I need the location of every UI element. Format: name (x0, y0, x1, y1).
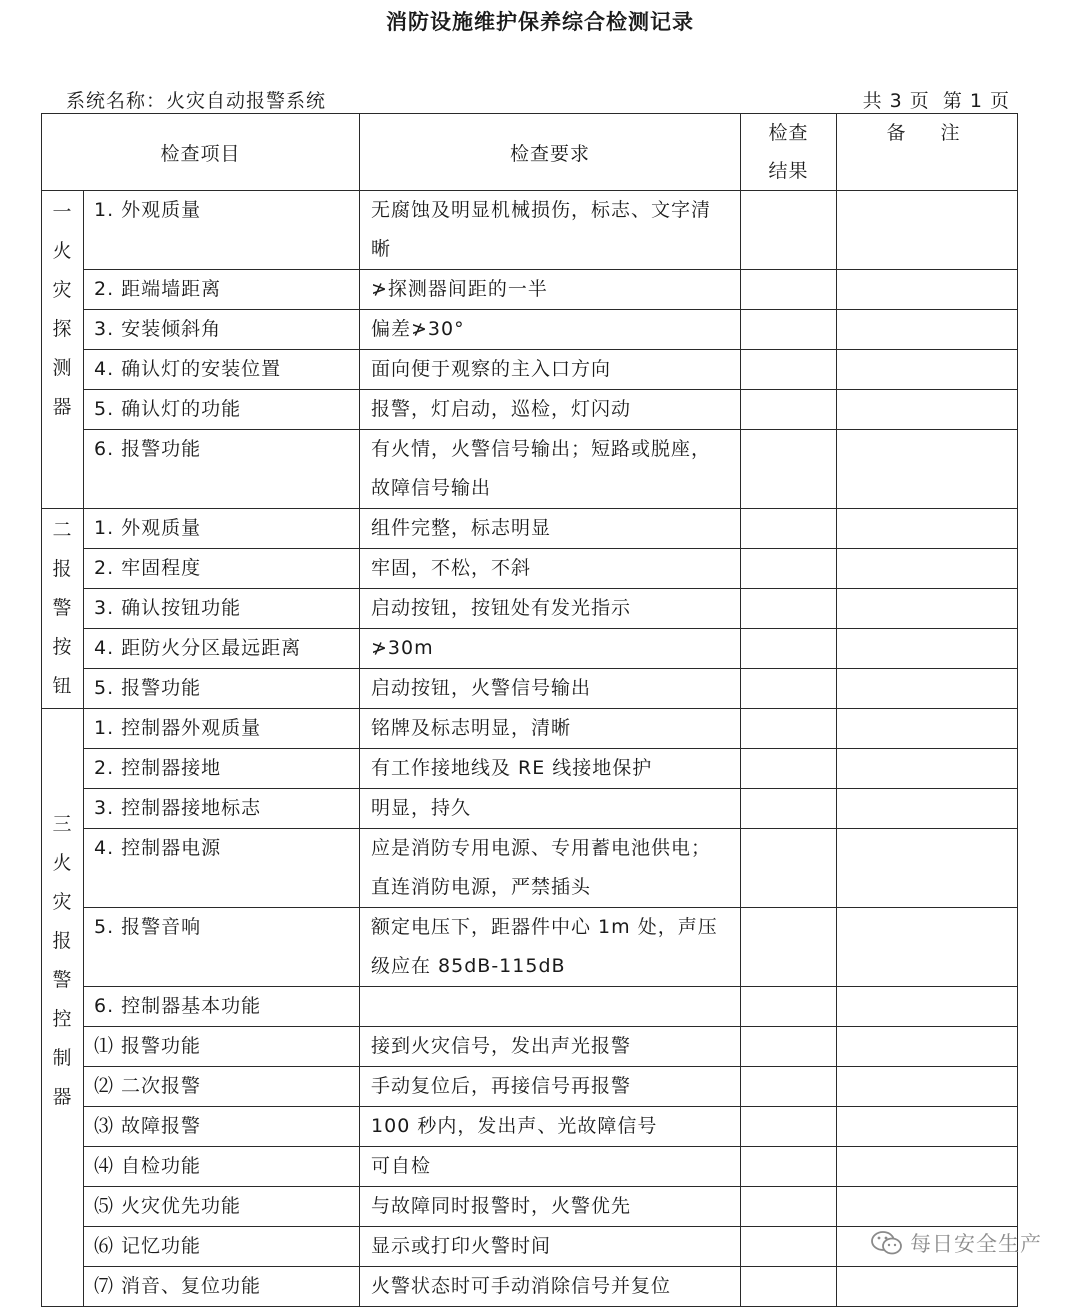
table-row (42, 1067, 1018, 1107)
check-item: 1. 控制器外观质量 (84, 709, 360, 749)
check-requirement: 组件完整，标志明显 (360, 509, 741, 549)
result-cell[interactable] (741, 430, 837, 509)
remark-cell[interactable] (837, 829, 1018, 908)
table-row (42, 629, 1018, 669)
section-char: 报 (52, 930, 73, 952)
check-requirement: 牢固，不松，不斜 (360, 549, 741, 589)
check-requirement (360, 987, 741, 1027)
table-row (42, 1147, 1018, 1187)
header-result-line1: 检查 (768, 122, 809, 144)
result-cell[interactable] (741, 549, 837, 589)
result-cell[interactable] (741, 1267, 837, 1307)
remark-cell[interactable] (837, 191, 1018, 270)
header-result (741, 114, 837, 191)
remark-cell[interactable] (837, 1107, 1018, 1147)
result-cell[interactable] (741, 270, 837, 310)
section-char: 警 (52, 597, 73, 619)
check-item: 3. 控制器接地标志 (84, 789, 360, 829)
result-cell[interactable] (741, 629, 837, 669)
watermark (870, 1228, 1042, 1258)
check-item: ⑴ 报警功能 (84, 1027, 360, 1067)
check-requirement: 与故障同时报警时，火警优先 (360, 1187, 741, 1227)
check-item: 1. 外观质量 (84, 191, 360, 270)
result-cell[interactable] (741, 1067, 837, 1107)
check-requirement: 100 秒内，发出声、光故障信号 (360, 1107, 741, 1147)
remark-cell[interactable] (837, 1187, 1018, 1227)
remark-cell[interactable] (837, 709, 1018, 749)
check-requirement: 有工作接地线及 RE 线接地保护 (360, 749, 741, 789)
table-header-row (42, 114, 1018, 191)
remark-cell[interactable] (837, 390, 1018, 430)
check-requirement: 面向便于观察的主入口方向 (360, 350, 741, 390)
result-cell[interactable] (741, 589, 837, 629)
remark-cell[interactable] (837, 549, 1018, 589)
table-row (42, 709, 1018, 749)
section-char: 灾 (52, 279, 73, 301)
table-row (42, 509, 1018, 549)
check-requirement: ≯探测器间距的一半 (360, 270, 741, 310)
section-char: 器 (52, 1086, 73, 1108)
check-item: ⑶ 故障报警 (84, 1107, 360, 1147)
check-requirement: 额定电压下，距器件中心 1m 处，声压级应在 85dB-115dB (360, 908, 741, 987)
check-requirement: 应是消防专用电源、专用蓄电池供电；直连消防电源，严禁插头 (360, 829, 741, 908)
check-requirement: 启动按钮，按钮处有发光指示 (360, 589, 741, 629)
table-row (42, 390, 1018, 430)
section-char: 按 (52, 636, 73, 658)
section-char: 报 (52, 558, 73, 580)
check-item: 5. 报警功能 (84, 669, 360, 709)
check-requirement: 显示或打印火警时间 (360, 1227, 741, 1267)
section-char: 钮 (52, 675, 73, 697)
table-row (42, 987, 1018, 1027)
check-requirement: 铭牌及标志明显，清晰 (360, 709, 741, 749)
page-info (857, 86, 1010, 113)
section-label-2 (42, 509, 84, 709)
check-item: ⑵ 二次报警 (84, 1067, 360, 1107)
result-cell[interactable] (741, 1107, 837, 1147)
section-label-3 (42, 709, 84, 1307)
inspection-table (41, 113, 1018, 1307)
check-item: 3. 确认按钮功能 (84, 589, 360, 629)
check-requirement: 启动按钮，火警信号输出 (360, 669, 741, 709)
table-row (42, 749, 1018, 789)
page-total: 共 3 页 (862, 90, 930, 112)
result-cell[interactable] (741, 191, 837, 270)
check-item: 2. 牢固程度 (84, 549, 360, 589)
watermark-text: 每日安全生产 (910, 1232, 1042, 1256)
remark-cell[interactable] (837, 749, 1018, 789)
header-requirement: 检查要求 (360, 114, 741, 191)
check-item: 6. 控制器基本功能 (84, 987, 360, 1027)
check-item: 4. 确认灯的安装位置 (84, 350, 360, 390)
result-cell[interactable] (741, 829, 837, 908)
table-row (42, 350, 1018, 390)
result-cell[interactable] (741, 908, 837, 987)
system-name: 系统名称：火灾自动报警系统 (66, 90, 327, 112)
check-item: 4. 距防火分区最远距离 (84, 629, 360, 669)
check-requirement: 明显，持久 (360, 789, 741, 829)
table-row (42, 1267, 1018, 1307)
check-requirement: 可自检 (360, 1147, 741, 1187)
page-current: 第 1 页 (942, 90, 1010, 112)
check-requirement: 无腐蚀及明显机械损伤，标志、文字清晰 (360, 191, 741, 270)
remark-cell[interactable] (837, 589, 1018, 629)
remark-cell[interactable] (837, 669, 1018, 709)
result-cell[interactable] (741, 987, 837, 1027)
result-cell[interactable] (741, 1187, 837, 1227)
table-row (42, 589, 1018, 629)
remark-cell[interactable] (837, 987, 1018, 1027)
section-char: 二 (52, 519, 73, 541)
check-item: ⑺ 消音、复位功能 (84, 1267, 360, 1307)
table-row (42, 310, 1018, 350)
check-item: 6. 报警功能 (84, 430, 360, 509)
check-item: 4. 控制器电源 (84, 829, 360, 908)
document-title: 消防设施维护保养综合检测记录 (386, 10, 694, 34)
check-item: 2. 控制器接地 (84, 749, 360, 789)
section-char: 探 (52, 318, 73, 340)
remark-cell[interactable] (837, 789, 1018, 829)
result-cell[interactable] (741, 509, 837, 549)
section-char: 制 (52, 1047, 73, 1069)
table-row (42, 829, 1018, 908)
result-cell[interactable] (741, 310, 837, 350)
remark-cell[interactable] (837, 509, 1018, 549)
check-item: ⑷ 自检功能 (84, 1147, 360, 1187)
result-cell[interactable] (741, 789, 837, 829)
table-row (42, 549, 1018, 589)
section-char: 控 (52, 1008, 73, 1030)
table-row (42, 1107, 1018, 1147)
header-result-line2: 结果 (768, 160, 809, 182)
remark-cell[interactable] (837, 908, 1018, 987)
remark-cell[interactable] (837, 350, 1018, 390)
remark-cell[interactable] (837, 1067, 1018, 1107)
check-requirement: 偏差≯30° (360, 310, 741, 350)
remark-cell[interactable] (837, 270, 1018, 310)
result-cell[interactable] (741, 350, 837, 390)
check-item: ⑸ 火灾优先功能 (84, 1187, 360, 1227)
remark-cell[interactable] (837, 1027, 1018, 1067)
result-cell[interactable] (741, 669, 837, 709)
result-cell[interactable] (741, 1227, 837, 1267)
meta-row (66, 86, 1010, 114)
table-row (42, 1027, 1018, 1067)
section-label-1 (42, 191, 84, 509)
section-char: 火 (52, 852, 73, 874)
remark-cell[interactable] (837, 1267, 1018, 1307)
section-char: 火 (52, 240, 73, 262)
result-cell[interactable] (741, 390, 837, 430)
result-cell[interactable] (741, 709, 837, 749)
table-row (42, 789, 1018, 829)
check-item: 2. 距端墙距离 (84, 270, 360, 310)
check-requirement: ≯30m (360, 629, 741, 669)
section-char: 三 (52, 813, 73, 835)
check-item: 3. 安装倾斜角 (84, 310, 360, 350)
remark-cell[interactable] (837, 1147, 1018, 1187)
remark-cell[interactable] (837, 430, 1018, 509)
section-char: 器 (52, 396, 73, 418)
table-row (42, 1187, 1018, 1227)
wechat-icon (870, 1229, 904, 1257)
check-item: 1. 外观质量 (84, 509, 360, 549)
table-row (42, 430, 1018, 509)
header-item: 检查项目 (42, 114, 360, 191)
table-row (42, 669, 1018, 709)
table-row (42, 191, 1018, 270)
result-cell[interactable] (741, 1147, 837, 1187)
table-row (42, 908, 1018, 987)
result-cell[interactable] (741, 1027, 837, 1067)
check-requirement: 手动复位后，再接信号再报警 (360, 1067, 741, 1107)
check-requirement: 火警状态时可手动消除信号并复位 (360, 1267, 741, 1307)
check-item: 5. 报警音响 (84, 908, 360, 987)
section-char: 灾 (52, 891, 73, 913)
check-item: ⑹ 记忆功能 (84, 1227, 360, 1267)
remark-cell[interactable] (837, 310, 1018, 350)
header-remark: 备 注 (837, 114, 1018, 191)
check-requirement: 有火情，火警信号输出；短路或脱座，故障信号输出 (360, 430, 741, 509)
result-cell[interactable] (741, 749, 837, 789)
section-char: 测 (52, 357, 73, 379)
remark-cell[interactable] (837, 629, 1018, 669)
section-char: 警 (52, 969, 73, 991)
table-row (42, 270, 1018, 310)
check-requirement: 接到火灾信号，发出声光报警 (360, 1027, 741, 1067)
check-requirement: 报警，灯启动，巡检，灯闪动 (360, 390, 741, 430)
check-item: 5. 确认灯的功能 (84, 390, 360, 430)
section-char: 一 (52, 201, 73, 223)
